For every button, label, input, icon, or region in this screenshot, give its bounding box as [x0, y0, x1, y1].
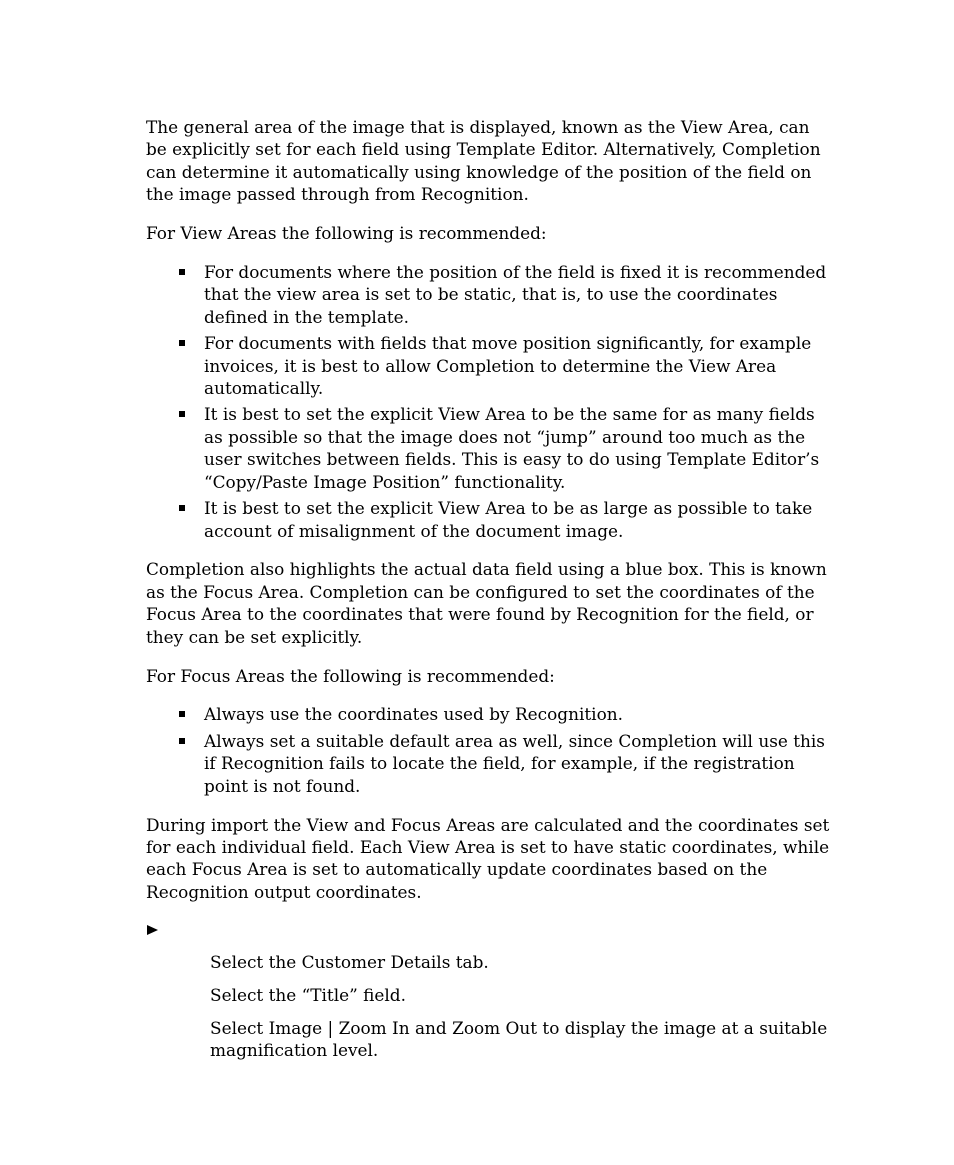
list-item [146, 261, 830, 328]
list-item [146, 703, 830, 725]
list-item [146, 730, 830, 797]
square-bullet-icon [179, 340, 185, 346]
list-item-text: It is best to set the explicit View Area to be as large as possible to take account of misalignment of the document image. [204, 498, 813, 541]
document-page [146, 116, 830, 1072]
list-item-text: Always use the coordinates used by Recognition. [204, 704, 623, 725]
paragraph-view-area-intro: The general area of the image that is displayed, known as the View Area, can be explicitly set for each field using Template Editor. Alternatively, Completion can determine it automatically using knowledge of the position of the field on the image passed through from Recognition. [146, 117, 821, 205]
square-bullet-icon [179, 738, 185, 744]
list-item [146, 332, 830, 399]
square-bullet-icon [179, 269, 185, 275]
square-bullet-icon [179, 411, 185, 417]
paragraph-import: During import the View and Focus Areas are calculated and the coordinates set for each individual field. Each View Area is set to have static coordinates, while each Focus Area is set to automatically update coordinates based on the Recognition output coordinates. [146, 814, 830, 902]
procedure-heading [146, 920, 830, 942]
list-item [146, 497, 830, 542]
square-bullet-icon [179, 505, 185, 511]
view-area-bullet-list [146, 261, 830, 542]
procedure-step: Select Image | Zoom In and Zoom Out to display the image at a suitable magnification level. [210, 1017, 828, 1060]
list-item-text: For documents where the position of the field is fixed it is recommended that the view area is set to be static, that is, to use the coordinates defined in the template. [204, 262, 827, 327]
paragraph-focus-area-recommend: For Focus Areas the following is recommended: [146, 665, 555, 686]
list-item [146, 403, 830, 493]
procedure-step: Select the “Title” field. [210, 984, 406, 1005]
list-item-text: Always set a suitable default area as well, since Completion will use this if Recognition fails to locate the field, for example, if the registration point is not found. [204, 730, 825, 796]
paragraph-focus-area-intro: Completion also highlights the actual data field using a blue box. This is known as the Focus Area. Completion can be configured to set the coordinates of the Focus Area to the coordinates that were found by Recognition for the field, or they can be set explicitly. [146, 559, 827, 647]
focus-area-bullet-list [146, 703, 830, 797]
procedure-steps [146, 951, 830, 1062]
list-item-text: It is best to set the explicit View Area to be the same for as many fields as possible so that the image does not “jump” around too much as the user switches between fields. This is easy to do using Template Editor’s “Copy/Paste Image Position” functionality. [204, 404, 820, 492]
triangle-right-icon [147, 925, 158, 935]
list-item-text: For documents with fields that move position significantly, for example invoices, it is best to allow Completion to determine the View Area automatically. [204, 333, 812, 399]
paragraph-view-area-recommend: For View Areas the following is recommended: [146, 223, 547, 244]
procedure-step: Select the Customer Details tab. [210, 951, 489, 972]
square-bullet-icon [179, 711, 185, 717]
